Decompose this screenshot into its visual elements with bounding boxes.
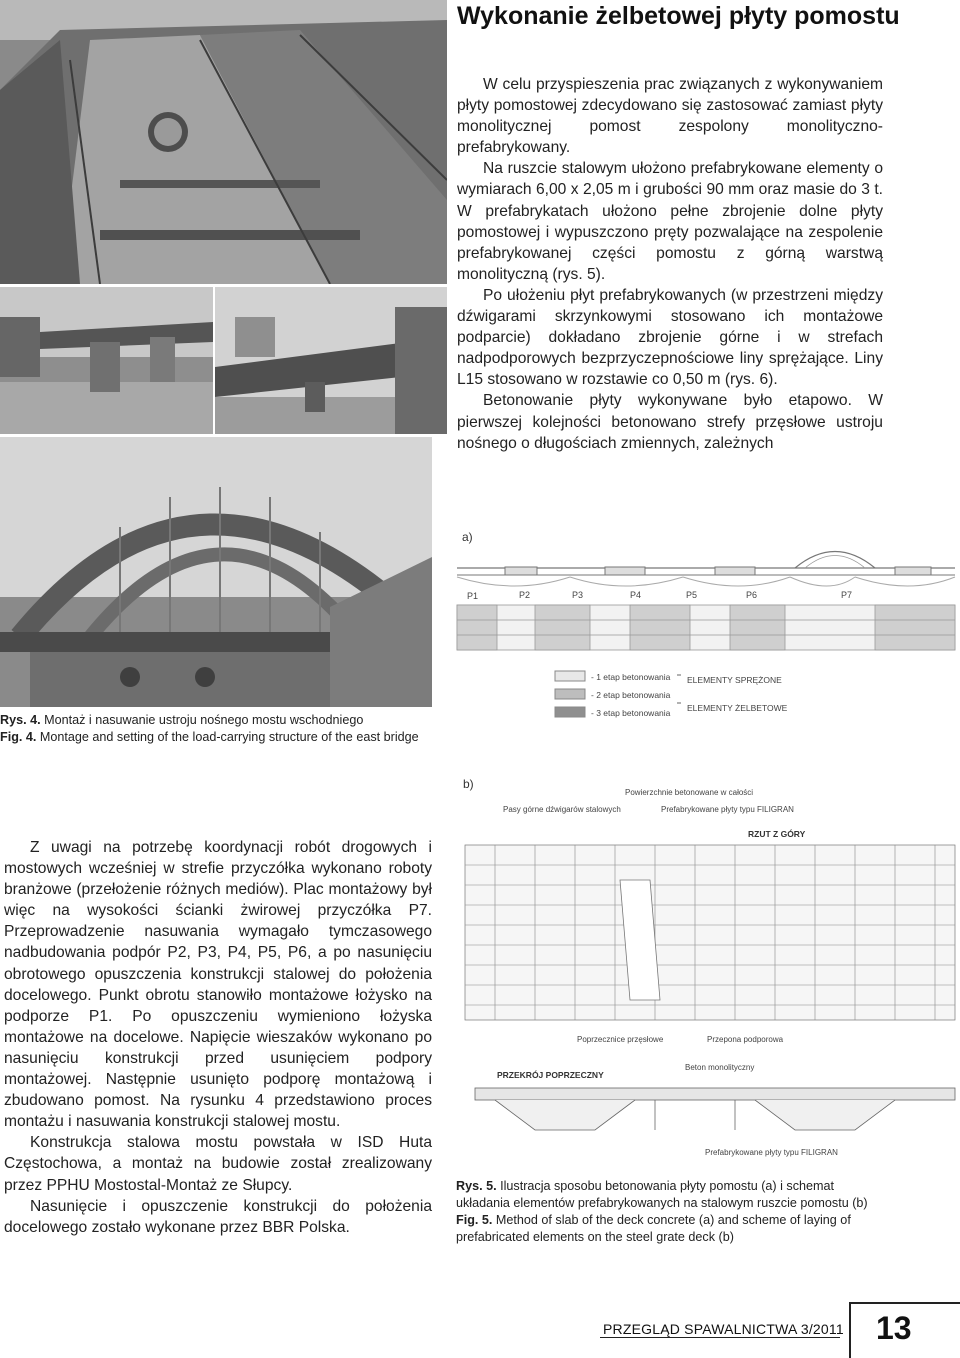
paragraph: Nasunięcie i opuszczenie konstrukcji do położenia docelowego zostało wykonane przez BBR Polska.	[4, 1197, 432, 1236]
annotation: PRZEKRÓJ POPRZECZNY	[497, 1070, 604, 1080]
annotation: Beton monolityczny	[685, 1063, 755, 1072]
pier-label: P4	[630, 590, 642, 600]
annotation: Poprzecznice przęsłowe	[577, 1035, 664, 1044]
figure-5-caption	[456, 1178, 886, 1246]
caption-label: Rys. 5.	[456, 1179, 497, 1193]
annotation: Prefabrykowane płyty typu FILIGRAN	[705, 1148, 838, 1157]
pier-label: P3	[572, 590, 584, 600]
annotation: Pasy górne dźwigarów stalowych	[503, 805, 621, 814]
annotation: Powierzchnie betonowane w całości	[625, 788, 754, 797]
legend-item: - 3 etap betonowania	[591, 708, 671, 718]
pier-labels	[467, 590, 852, 601]
pier-label: P6	[746, 590, 758, 600]
figure-5b-drawing	[455, 770, 960, 1170]
stage-legend	[555, 671, 788, 718]
right-text-column	[457, 74, 883, 454]
figure-label: a)	[462, 530, 473, 544]
photo-bridge-segment-supports	[215, 287, 447, 434]
pier-label: P2	[519, 590, 531, 600]
pier-label: P5	[686, 590, 698, 600]
photo-river-bridge-launch	[0, 287, 213, 434]
paragraph: Z uwagi na potrzebę koordynacji robót drogowych i mostowych wcześniej w strefie przyczółka wykonano roboty branżowe (przełożenie różnych mediów). Plac montażowy był więc na wysokości ścianki żwirowej przyczółka P7. Przeprowadzenie nasuwania wymagało tymczasowego nadbudowania podpór P2, P3, P4, P5, P6, a po nasunięciu obrotowego opuszczenia konstrukcji stalowej do położenia docelowego. Punkt obrotu stanowiło montażowe łożysko na podporze P1. Po opuszczeniu wymieniono łożyska montażowe na docelowe. Napięcie wieszaków wykonano po nasunięciu konstrukcji przed usunięciem podpory montażowej. Następnie usunięto podporę montażową i zbudowano pomost. Na rysunku 4 przedstawiono proces montażu i nasuwania konstrukcji stalowej mostu.	[4, 839, 432, 1131]
plan-grid	[465, 845, 955, 1020]
figure-5b-prefab-layout	[455, 770, 960, 1170]
caption-text: Montage and setting of the load-carrying structure of the east bridge	[39, 730, 419, 744]
annotation: Prefabrykowane płyty typu FILIGRAN	[661, 805, 794, 814]
legend-group: ELEMENTY ŻELBETOWE	[687, 703, 788, 713]
section-title: Wykonanie żelbetowej płyty pomostu	[457, 2, 900, 30]
paragraph: Po ułożeniu płyt prefabrykowanych (w przestrzeni między dźwigarami skrzynkowymi stosowano ich montażowe podparcie) dokładano zbrojenie górne i w strefach nadpodporowych bezprzyczepnościowe liny sprężające. Liny L15 stosowano w rozstawie co 0,50 m (rys. 6).	[457, 286, 883, 389]
annotation: RZUT Z GÓRY	[748, 829, 806, 839]
caption-text: Ilustracja sposobu betonowania płyty pomostu (a) i schemat układania elementów prefabrykowanych na stalowym ruszcie pomostu (b)	[456, 1179, 868, 1210]
legend-item: - 2 etap betonowania	[591, 690, 671, 700]
page-number: 13	[876, 1310, 912, 1346]
photo-steel-deck-grid	[0, 0, 447, 284]
left-text-column	[4, 837, 432, 1238]
paragraph: Betonowanie płyty wykonywane było etapowo. W pierwszej kolejności betonowano strefy przęsłowe ustroju nośnego o długościach zmiennych, zależnych	[457, 392, 883, 452]
footer-rule	[600, 1337, 840, 1338]
figure-label: b)	[463, 777, 474, 791]
journal-name: PRZEGLĄD SPAWALNICTWA 3/2011	[603, 1321, 844, 1337]
paragraph: Konstrukcja stalowa mostu powstała w ISD Huta Częstochowa, a montaż na budowie został zrealizowany przez PPHU Mostostal-Montaż ze Słupcy.	[4, 1134, 432, 1194]
figure-5a-drawing	[455, 525, 960, 730]
pier-label: P1	[467, 591, 479, 601]
figure-4-caption	[0, 712, 432, 746]
figure-5a-concreting-stages	[455, 525, 960, 730]
photo-arch-bridge-construction	[0, 437, 432, 707]
paragraph: Na ruszcie stalowym ułożono prefabrykowane elementy o wymiarach 6,00 x 2,05 m i grubości 90 mm oraz masie do 3 t. W prefabrykatach ułożono pełne zbrojenie dolne płyty pomostowej i wypuszczono pręty pozwalające na zespolenie prefabrykowanej części pomostu z górną warstwą monolityczną (rys. 5).	[457, 160, 883, 283]
pier-label: P7	[841, 590, 853, 600]
caption-label: Rys. 4.	[0, 713, 41, 727]
caption-label: Fig. 5.	[456, 1213, 493, 1227]
legend-item: - 1 etap betonowania	[591, 672, 671, 682]
paragraph: W celu przyspieszenia prac związanych z wykonywaniem płyty pomostowej zdecydowano się zastosować zamiast płyty monolitycznej pomost zespolony monolityczno-prefabrykowany.	[457, 76, 883, 157]
caption-text: Method of slab of the deck concrete (a) and scheme of laying of prefabricated elements on the steel grate deck (b)	[456, 1213, 851, 1244]
caption-label: Fig. 4.	[0, 730, 37, 744]
cross-section	[475, 1088, 955, 1130]
caption-text: Montaż i nasuwanie ustroju nośnego mostu wschodniego	[44, 713, 364, 727]
legend-group: ELEMENTY SPRĘŻONE	[687, 675, 782, 685]
annotation: Przepona podporowa	[707, 1035, 784, 1044]
